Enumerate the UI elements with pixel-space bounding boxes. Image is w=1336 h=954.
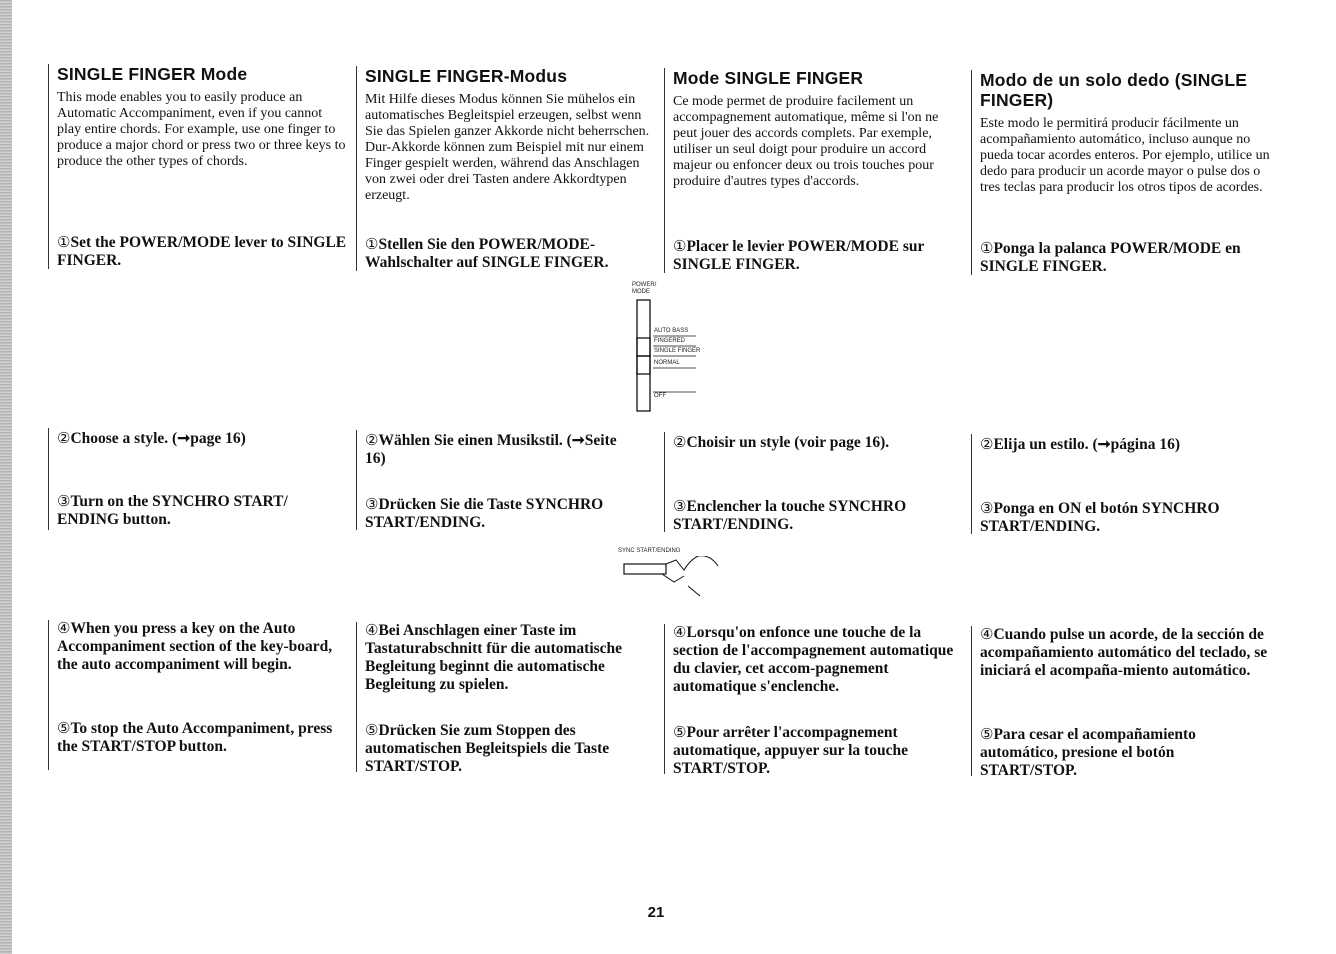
step-number: ①: [57, 235, 71, 251]
column-rule: [48, 620, 49, 770]
power-mode-diagram: [624, 282, 714, 417]
mode-label-single-finger: SINGLE FINGER: [654, 348, 701, 354]
step-number: ④: [980, 627, 994, 643]
step-5: [673, 724, 963, 778]
intro-paragraph: Este modo le permitirá producir fácilmente un acompañamiento automático, incluso aunque no pueda tocar acordes enteros. Por ejemplo, utilice un dedo para producir un acorde mayor o pulse dos o tres teclas para producir los otros tipos de acordes.: [980, 116, 1270, 195]
intro-paragraph: Mit Hilfe dieses Modus können Sie mühelos ein automatisches Begleitspiel erzeugen, selbst wenn Sie das Spielen ganzer Akkorde nicht beherrschen. Dur-Akkorde können zum Beispiel mit nur einem Finger gespielt werden, während das Anschlagen von zwei oder drei Tasten andere Akkordtypen erzeugt.: [365, 92, 650, 203]
section-heading: SINGLE FINGER-Modus: [365, 66, 568, 86]
step-number: ①: [365, 237, 379, 253]
step-2: [365, 432, 635, 468]
step-1: [980, 240, 1280, 276]
step-2: [980, 436, 1272, 454]
step-text: Placer le levier POWER/MODE sur SINGLE FINGER.: [673, 238, 925, 273]
column-rule: [48, 428, 49, 530]
step-3: [57, 493, 349, 529]
sync-label: SYNC START/ENDING: [618, 548, 681, 554]
step-text: Ponga la palanca POWER/MODE en SINGLE FINGER.: [980, 240, 1241, 275]
column-rule: [971, 434, 972, 534]
step-number: ④: [673, 625, 687, 641]
column-rule: [48, 64, 49, 269]
step-number: ③: [673, 499, 687, 515]
step-number: ①: [980, 241, 994, 257]
intro-paragraph: This mode enables you to easily produce an Automatic Accompaniment, even if you cannot play entire chords. For example, use one finger to produce a major chord or press two or three keys to produce the other types of chords.: [57, 90, 346, 169]
step-3: [365, 496, 650, 532]
column-rule: [971, 70, 972, 275]
step-5: [980, 726, 1270, 780]
step-text: When you press a key on the Auto Accompaniment section of the key-board, the auto accompaniment will begin.: [57, 620, 333, 673]
section-heading: SINGLE FINGER Mode: [57, 64, 248, 84]
step-number: ③: [57, 494, 71, 510]
step-4: [673, 624, 965, 696]
step-number: ②: [365, 433, 379, 449]
step-5: [365, 722, 650, 776]
page-number: 21: [647, 904, 665, 921]
step-number: ④: [57, 621, 71, 637]
step-2: [673, 434, 965, 452]
mode-label-off: OFF: [654, 393, 666, 399]
step-number: ⑤: [365, 723, 379, 739]
step-text: Elija un estilo. (➞página 16): [993, 436, 1180, 453]
step-text: Choose a style. (➞page 16): [70, 430, 246, 447]
step-number: ⑤: [57, 721, 71, 737]
step-text: Drücken Sie zum Stoppen des automatischen Begleitspiels die Taste START/STOP.: [365, 722, 610, 775]
step-1: [673, 238, 965, 274]
pressing-finger-icon: [618, 556, 728, 603]
step-number: ②: [57, 431, 71, 447]
column-rule: [356, 66, 357, 271]
column-rule: [971, 626, 972, 776]
step-text: Lorsqu'on enfonce une touche de la section de l'accompagnement automatique du clavier, cet accom-pagnement automatique s'enclenche.: [673, 624, 954, 695]
step-2: [57, 430, 349, 448]
step-text: Turn on the SYNCHRO START/ ENDING button.: [57, 493, 288, 528]
step-number: ②: [980, 437, 994, 453]
column-rule: [664, 432, 665, 532]
step-4: [57, 620, 347, 674]
step-text: Bei Anschlagen einer Taste im Tastaturabschnitt für die automatische Begleitung beginnt die automatische Begleitung zu spielen.: [365, 622, 623, 693]
step-4: [365, 622, 657, 694]
step-number: ⑤: [980, 727, 994, 743]
column-rule: [356, 430, 357, 530]
mode-label-fingered: FINGERED: [654, 338, 686, 344]
step-text: Wählen Sie einen Musikstil. (➞Seite 16): [365, 432, 617, 467]
column-rule: [356, 622, 357, 772]
step-3: [673, 498, 963, 534]
diagram-title: POWER/ MODE: [632, 282, 657, 295]
sync-start-diagram: [618, 548, 728, 603]
step-number: ④: [365, 623, 379, 639]
section-heading: Modo de un solo dedo (SINGLE FINGER): [980, 70, 1248, 110]
step-text: Choisir un style (voir page 16).: [686, 434, 890, 451]
section-heading: Mode SINGLE FINGER: [673, 68, 864, 88]
step-text: Pour arrêter l'accompagnement automatique, appuyer sur la touche START/STOP.: [673, 724, 908, 777]
step-number: ③: [980, 501, 994, 517]
intro-paragraph: Ce mode permet de produire facilement un accompagnement automatique, même si l'on ne peut jouer des accords complets. Par exemple, utiliser un seul doigt pour produire un accord majeur ou enfoncer deux ou trois touches pour produire d'autres types d'accords.: [673, 94, 939, 189]
step-3: [980, 500, 1270, 536]
page-binding-edge: [0, 0, 12, 954]
mode-label-auto-bass: AUTO BASS: [654, 328, 689, 334]
step-text: Stellen Sie den POWER/MODE-Wahlschalter auf SINGLE FINGER.: [365, 236, 609, 271]
step-4: [980, 626, 1280, 680]
step-number: ⑤: [673, 725, 687, 741]
step-number: ③: [365, 497, 379, 513]
step-text: Cuando pulse un acorde, de la sección de acompañamiento automático del teclado, se iniciará el acompaña-miento automático.: [980, 626, 1268, 679]
step-text: Set the POWER/MODE lever to SINGLE FINGER.: [57, 234, 347, 269]
step-number: ②: [673, 435, 687, 451]
step-1: [365, 236, 650, 272]
step-text: Ponga en ON el botón SYNCHRO START/ENDING.: [980, 500, 1220, 535]
mode-label-normal: NORMAL: [654, 360, 680, 366]
step-text: Drücken Sie die Taste SYNCHRO START/ENDING.: [365, 496, 604, 531]
column-rule: [664, 68, 665, 273]
step-text: To stop the Auto Accompaniment, press the START/STOP button.: [57, 720, 333, 755]
step-5: [57, 720, 347, 756]
step-number: ①: [673, 239, 687, 255]
step-1: [57, 234, 349, 270]
step-text: Para cesar el acompañamiento automático, presione el botón START/STOP.: [980, 726, 1196, 779]
step-text: Enclencher la touche SYNCHRO START/ENDING.: [673, 498, 907, 533]
column-rule: [664, 624, 665, 774]
